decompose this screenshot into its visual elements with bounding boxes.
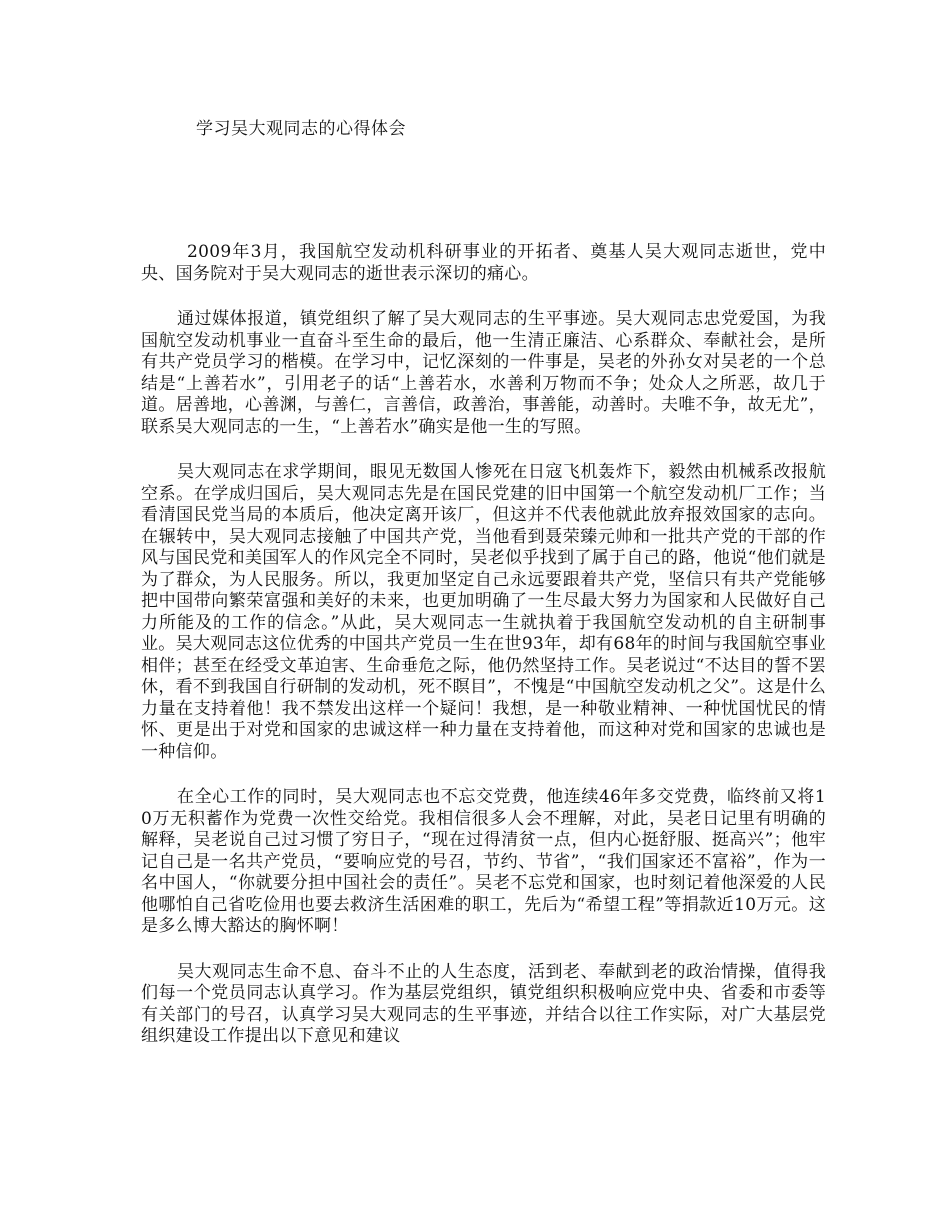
paragraph-3: 吴大观同志在求学期间，眼见无数国人惨死在日寇飞机轰炸下，毅然由机械系改报航空系。在学成归国后，吴大观同志先是在国民党建的旧中国第一个航空发动机厂工作；当看清国民党当局的本质后，他决定离开该厂，但这并不代表他就此放弃报效国家的志向。在辗转中，吴大观同志接触了中国共产党，当他看到聂荣臻元帅和一批共产党的干部的作风与国民党和美国军人的作风完全不同时，吴老似乎找到了属于自己的路，他说“他们就是为了群众，为人民服务。所以，我更加坚定自己永远要跟着共产党，坚信只有共产党能够把中国带向繁荣富强和美好的未来，也更加明确了一生尽最大努力为国家和人民做好自己力所能及的工作的信念。”从此，吴大观同志一生就执着于我国航空发动机的自主研制事业。吴大观同志这位优秀的中国共产党员一生在世93年，却有68年的时间与我国航空事业相伴；甚至在经受文革迫害、生命垂危之际，他仍然坚持工作。吴老说过“不达目的誓不罢休，看不到我国自行研制的发动机，死不瞑目”，不愧是“中国航空发动机之父”。这是什么力量在支持着他！我不禁发出这样一个疑问！我想，是一种敬业精神、一种忧国忧民的情怀、更是出于对党和国家的忠诚这样一种力量在支持着他，而这种对党和国家的忠诚也是一种信仰。 [141, 462, 826, 762]
paragraph-5: 吴大观同志生命不息、奋斗不止的人生态度，活到老、奉献到老的政治情操，值得我们每一个党员同志认真学习。作为基层党组织，镇党组织积极响应党中央、省委和市委等有关部门的号召，认真学习吴大观同志的生平事迹，并结合以往工作实际，对广大基层党组织建设工作提出以下意见和建议 [141, 961, 826, 1046]
document-body [141, 242, 826, 1072]
document-title: 学习吴大观同志的心得体会 [196, 119, 406, 139]
paragraph-1: 2009年3月，我国航空发动机科研事业的开拓者、奠基人吴大观同志逝世，党中央、国务院对于吴大观同志的逝世表示深切的痛心。 [141, 242, 826, 284]
paragraph-2: 通过媒体报道，镇党组织了解了吴大观同志的生平事迹。吴大观同志忠党爱国，为我国航空发动机事业一直奋斗至生命的最后，他一生清正廉洁、心系群众、奉献社会，是所有共产党员学习的楷模。在学习中，记忆深刻的一件事是，吴老的外孙女对吴老的一个总结是“上善若水”，引用老子的话“上善若水，水善利万物而不争；处众人之所恶，故几于道。居善地，心善渊，与善仁，言善信，政善治，事善能，动善时。夫唯不争，故无尤”，联系吴大观同志的一生，“上善若水”确实是他一生的写照。 [141, 309, 826, 437]
paragraph-4: 在全心工作的同时，吴大观同志也不忘交党费，他连续46年多交党费，临终前又将10万无积蓄作为党费一次性交给党。我相信很多人会不理解，对此，吴老日记里有明确的解释，吴老说自己过习惯了穷日子，“现在过得清贫一点，但内心挺舒服、挺高兴”；他牢记自己是一名共产党员，“要响应党的号召，节约、节省”，“我们国家还不富裕”，作为一名中国人，“你就要分担中国社会的责任”。吴老不忘党和国家，也时刻记着他深爱的人民他哪怕自己省吃俭用也要去救济生活困难的职工，先后为“希望工程”等捐款近10万元。这是多么博大豁达的胸怀啊！ [141, 787, 826, 936]
